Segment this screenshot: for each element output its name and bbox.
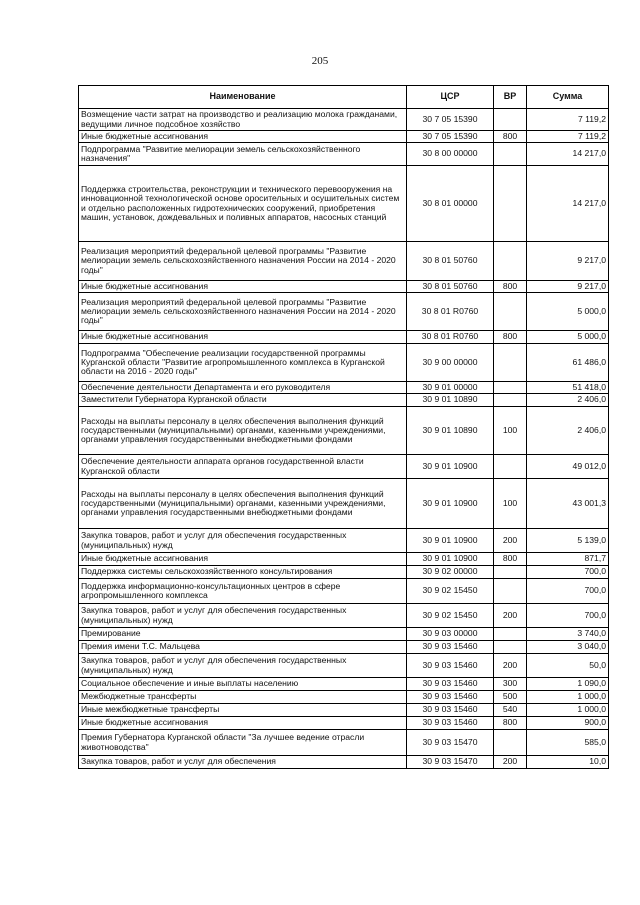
row-name-cell: Закупка товаров, работ и услуг для обеспечения государственных (муниципальных) нужд	[79, 604, 407, 628]
row-sum-cell: 700,0	[527, 604, 609, 628]
row-name-cell: Иные бюджетные ассигнования	[79, 717, 407, 730]
row-csr-cell: 30 9 01 00000	[407, 382, 494, 394]
row-csr-cell: 30 9 02 15450	[407, 604, 494, 628]
row-vr-cell: 800	[494, 281, 527, 293]
row-vr-cell	[494, 242, 527, 281]
row-csr-cell: 30 9 02 15450	[407, 579, 494, 604]
row-name-cell: Закупка товаров, работ и услуг для обеспечения государственных (муниципальных) нужд	[79, 529, 407, 553]
table-row	[79, 529, 609, 553]
row-name-cell: Премия Губернатора Курганской области "За лучшее ведение отрасли животноводства"	[79, 730, 407, 756]
row-vr-cell	[494, 344, 527, 382]
row-csr-cell: 30 9 03 15470	[407, 756, 494, 769]
table-row	[79, 143, 609, 166]
row-vr-cell: 540	[494, 704, 527, 717]
row-name-cell: Расходы на выплаты персоналу в целях обеспечения выполнения функций государственными (муниципальными) органами, казенными учреждениями, органами управления государственными внебюджетными фондами	[79, 479, 407, 529]
table-row	[79, 455, 609, 479]
row-sum-cell: 61 486,0	[527, 344, 609, 382]
row-csr-cell: 30 9 03 15460	[407, 678, 494, 691]
row-vr-cell	[494, 109, 527, 131]
row-sum-cell: 3 040,0	[527, 641, 609, 654]
row-sum-cell: 2 406,0	[527, 394, 609, 407]
row-vr-cell	[494, 455, 527, 479]
row-sum-cell: 43 001,3	[527, 479, 609, 529]
row-vr-cell	[494, 730, 527, 756]
table-row	[79, 407, 609, 455]
table-row	[79, 109, 609, 131]
row-name-cell: Закупка товаров, работ и услуг для обеспечения	[79, 756, 407, 769]
row-csr-cell: 30 9 03 15460	[407, 654, 494, 678]
row-vr-cell: 200	[494, 654, 527, 678]
row-vr-cell: 300	[494, 678, 527, 691]
row-csr-cell: 30 9 03 15460	[407, 704, 494, 717]
row-vr-cell	[494, 293, 527, 331]
table-row	[79, 394, 609, 407]
row-sum-cell: 700,0	[527, 566, 609, 579]
row-name-cell: Иные бюджетные ассигнования	[79, 331, 407, 344]
row-name-cell: Обеспечение деятельности Департамента и его руководителя	[79, 382, 407, 394]
row-csr-cell: 30 9 01 10900	[407, 529, 494, 553]
table-row	[79, 604, 609, 628]
row-sum-cell: 1 090,0	[527, 678, 609, 691]
row-csr-cell: 30 9 02 00000	[407, 566, 494, 579]
header-vr: ВР	[494, 86, 527, 109]
row-name-cell: Обеспечение деятельности аппарата органов государственной власти Курганской области	[79, 455, 407, 479]
table-row	[79, 730, 609, 756]
row-sum-cell: 1 000,0	[527, 691, 609, 704]
table-row	[79, 242, 609, 281]
row-csr-cell: 30 9 01 10900	[407, 455, 494, 479]
row-name-cell: Премирование	[79, 628, 407, 641]
row-sum-cell: 5 000,0	[527, 331, 609, 344]
row-sum-cell: 5 000,0	[527, 293, 609, 331]
row-csr-cell: 30 9 00 00000	[407, 344, 494, 382]
row-name-cell: Иные бюджетные ассигнования	[79, 553, 407, 566]
row-name-cell: Заместители Губернатора Курганской области	[79, 394, 407, 407]
row-name-cell: Премия имени Т.С. Мальцева	[79, 641, 407, 654]
table-row	[79, 641, 609, 654]
row-csr-cell: 30 8 01 50760	[407, 281, 494, 293]
table-row	[79, 717, 609, 730]
row-name-cell: Возмещение части затрат на производство и реализацию молока гражданами, ведущими личное подсобное хозяйство	[79, 109, 407, 131]
row-csr-cell: 30 8 01 R0760	[407, 293, 494, 331]
row-vr-cell: 200	[494, 756, 527, 769]
row-vr-cell	[494, 641, 527, 654]
table-row	[79, 479, 609, 529]
table-row	[79, 166, 609, 242]
table-row	[79, 579, 609, 604]
row-name-cell: Поддержка строительства, реконструкции и технического перевооружения на инновационной технологической основе оросительных и осушительных систем и отдельно расположенных гидротехнических сооружений, приобретения машин, установок, дождевальных и поливных аппаратов, насосных станций	[79, 166, 407, 242]
row-vr-cell	[494, 143, 527, 166]
table-header-row	[79, 86, 609, 109]
row-sum-cell: 585,0	[527, 730, 609, 756]
row-sum-cell: 9 217,0	[527, 281, 609, 293]
page-number: 205	[311, 55, 329, 67]
row-sum-cell: 7 119,2	[527, 131, 609, 143]
row-vr-cell: 500	[494, 691, 527, 704]
row-csr-cell: 30 9 03 15470	[407, 730, 494, 756]
row-csr-cell: 30 9 03 15460	[407, 717, 494, 730]
row-csr-cell: 30 9 03 15460	[407, 691, 494, 704]
row-name-cell: Поддержка системы сельскохозяйственного консультирования	[79, 566, 407, 579]
row-vr-cell	[494, 628, 527, 641]
row-csr-cell: 30 9 03 15460	[407, 641, 494, 654]
header-sum: Сумма	[527, 86, 609, 109]
row-sum-cell: 2 406,0	[527, 407, 609, 455]
row-vr-cell	[494, 566, 527, 579]
row-csr-cell: 30 7 05 15390	[407, 131, 494, 143]
row-csr-cell: 30 9 01 10890	[407, 407, 494, 455]
row-csr-cell: 30 9 01 10900	[407, 553, 494, 566]
row-csr-cell: 30 9 03 00000	[407, 628, 494, 641]
row-name-cell: Межбюджетные трансферты	[79, 691, 407, 704]
row-name-cell: Подпрограмма "Обеспечение реализации государственной программы Курганской области "Развитие агропромышленного комплекса в Курганской области на 2016 - 2020 годы"	[79, 344, 407, 382]
row-sum-cell: 900,0	[527, 717, 609, 730]
table-row	[79, 293, 609, 331]
row-name-cell: Иные бюджетные ассигнования	[79, 281, 407, 293]
row-sum-cell: 7 119,2	[527, 109, 609, 131]
row-sum-cell: 700,0	[527, 579, 609, 604]
row-sum-cell: 9 217,0	[527, 242, 609, 281]
row-sum-cell: 14 217,0	[527, 143, 609, 166]
row-vr-cell: 200	[494, 529, 527, 553]
table-row	[79, 704, 609, 717]
table-row	[79, 281, 609, 293]
row-csr-cell: 30 9 01 10900	[407, 479, 494, 529]
table-body	[79, 109, 609, 769]
row-vr-cell: 100	[494, 479, 527, 529]
header-name: Наименование	[79, 86, 407, 109]
row-name-cell: Подпрограмма "Развитие мелиорации земель сельскохозяйственного назначения"	[79, 143, 407, 166]
row-name-cell: Иные межбюджетные трансферты	[79, 704, 407, 717]
row-csr-cell: 30 9 01 10890	[407, 394, 494, 407]
table-row	[79, 691, 609, 704]
row-vr-cell: 800	[494, 131, 527, 143]
row-csr-cell: 30 8 01 00000	[407, 166, 494, 242]
row-sum-cell: 871,7	[527, 553, 609, 566]
row-csr-cell: 30 7 05 15390	[407, 109, 494, 131]
row-name-cell: Иные бюджетные ассигнования	[79, 131, 407, 143]
table-row	[79, 131, 609, 143]
header-csr: ЦСР	[407, 86, 494, 109]
table-row	[79, 344, 609, 382]
row-vr-cell	[494, 382, 527, 394]
row-csr-cell: 30 8 01 R0760	[407, 331, 494, 344]
row-name-cell: Поддержка информационно-консультационных центров в сфере агропромышленного комплекса	[79, 579, 407, 604]
row-vr-cell: 800	[494, 717, 527, 730]
row-csr-cell: 30 8 00 00000	[407, 143, 494, 166]
row-name-cell: Закупка товаров, работ и услуг для обеспечения государственных (муниципальных) нужд	[79, 654, 407, 678]
row-vr-cell	[494, 166, 527, 242]
row-vr-cell: 200	[494, 604, 527, 628]
table-row	[79, 654, 609, 678]
budget-table	[78, 85, 609, 769]
row-sum-cell: 3 740,0	[527, 628, 609, 641]
row-vr-cell	[494, 394, 527, 407]
row-name-cell: Социальное обеспечение и иные выплаты населению	[79, 678, 407, 691]
row-sum-cell: 1 000,0	[527, 704, 609, 717]
row-vr-cell: 800	[494, 553, 527, 566]
table-row	[79, 566, 609, 579]
row-vr-cell: 800	[494, 331, 527, 344]
table-row	[79, 331, 609, 344]
table-row	[79, 756, 609, 769]
row-name-cell: Реализация мероприятий федеральной целевой программы "Развитие мелиорации земель сельскохозяйственного назначения России на 2014 - 2020 годы"	[79, 293, 407, 331]
table-row	[79, 553, 609, 566]
row-csr-cell: 30 8 01 50760	[407, 242, 494, 281]
row-vr-cell	[494, 579, 527, 604]
row-vr-cell: 100	[494, 407, 527, 455]
row-name-cell: Реализация мероприятий федеральной целевой программы "Развитие мелиорации земель сельскохозяйственного назначения России на 2014 - 2020 годы"	[79, 242, 407, 281]
row-sum-cell: 51 418,0	[527, 382, 609, 394]
row-name-cell: Расходы на выплаты персоналу в целях обеспечения выполнения функций государственными (муниципальными) органами, казенными учреждениями, органами управления государственными внебюджетными фондами	[79, 407, 407, 455]
row-sum-cell: 14 217,0	[527, 166, 609, 242]
table-row	[79, 382, 609, 394]
row-sum-cell: 5 139,0	[527, 529, 609, 553]
table-row	[79, 678, 609, 691]
table-row	[79, 628, 609, 641]
row-sum-cell: 49 012,0	[527, 455, 609, 479]
row-sum-cell: 50,0	[527, 654, 609, 678]
row-sum-cell: 10,0	[527, 756, 609, 769]
